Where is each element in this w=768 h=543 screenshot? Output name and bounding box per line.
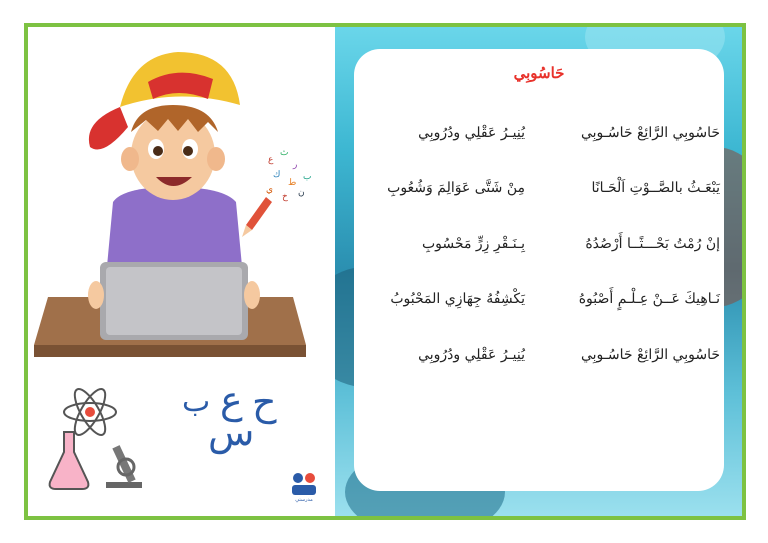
verse-5-left: يُنِيـرُ عَقْلِي ودُرُوبِي bbox=[418, 347, 525, 363]
verse-3-left: بِـنَـقْرِ زِرٍّ مَحْسُوبِ bbox=[422, 236, 525, 252]
letter-ba: ب bbox=[182, 384, 211, 419]
verse-5-right: حَاسُوبِي الرَّائِعْ حَاسُـوبِي bbox=[580, 347, 720, 363]
verse-1-left: يُنِيـرُ عَقْلِي ودُرُوبِي bbox=[418, 125, 525, 141]
svg-text:ع: ع bbox=[268, 155, 274, 165]
svg-text:ب: ب bbox=[303, 172, 312, 182]
arabic-letters-decoration bbox=[170, 378, 290, 454]
letter-ha: ح bbox=[252, 380, 277, 424]
verse-1-right: حَاسُوبِي الرَّائِعْ حَاسُـوبِي bbox=[580, 125, 720, 141]
svg-text:ر: ر bbox=[293, 160, 298, 170]
verse-4-right: نَـاهِيكَ عَــنْ عِـلْـمٍ أَصْبُوهُ bbox=[578, 291, 720, 307]
verse-3-right: إنْ رُمْتُ بَحْـــثًــا أَرْصُدُهُ bbox=[585, 236, 720, 252]
svg-text:ث: ث bbox=[280, 148, 289, 158]
logo-text: مدرستي bbox=[295, 497, 313, 503]
svg-text:خ: خ bbox=[282, 192, 288, 202]
poem-card bbox=[354, 49, 724, 491]
flask-icon bbox=[50, 432, 89, 489]
svg-text:ط: ط bbox=[288, 178, 297, 188]
verse-2-left: مِنْ شَتَّى عَوَالِمَ وَشُعُوبِ bbox=[387, 180, 525, 196]
poem-title: حَاسُوبِي bbox=[513, 64, 565, 82]
svg-text:ن: ن bbox=[298, 188, 305, 198]
verse-4-left: يَكْشِفُهُ جِهَازِي المَحْبُوبُ bbox=[390, 291, 525, 307]
letter-sin: س bbox=[208, 410, 255, 454]
svg-text:ك: ك bbox=[273, 170, 281, 180]
madrasati-logo-icon bbox=[286, 470, 322, 498]
microscope-icon bbox=[106, 445, 142, 488]
letter-ain: ع bbox=[220, 378, 243, 422]
svg-text:ي: ي bbox=[266, 185, 274, 195]
atom-icon bbox=[64, 385, 116, 439]
verse-2-right: يَبْعَـثُ بالصَّــوْتِ اَلْحَـانًا bbox=[591, 180, 720, 196]
